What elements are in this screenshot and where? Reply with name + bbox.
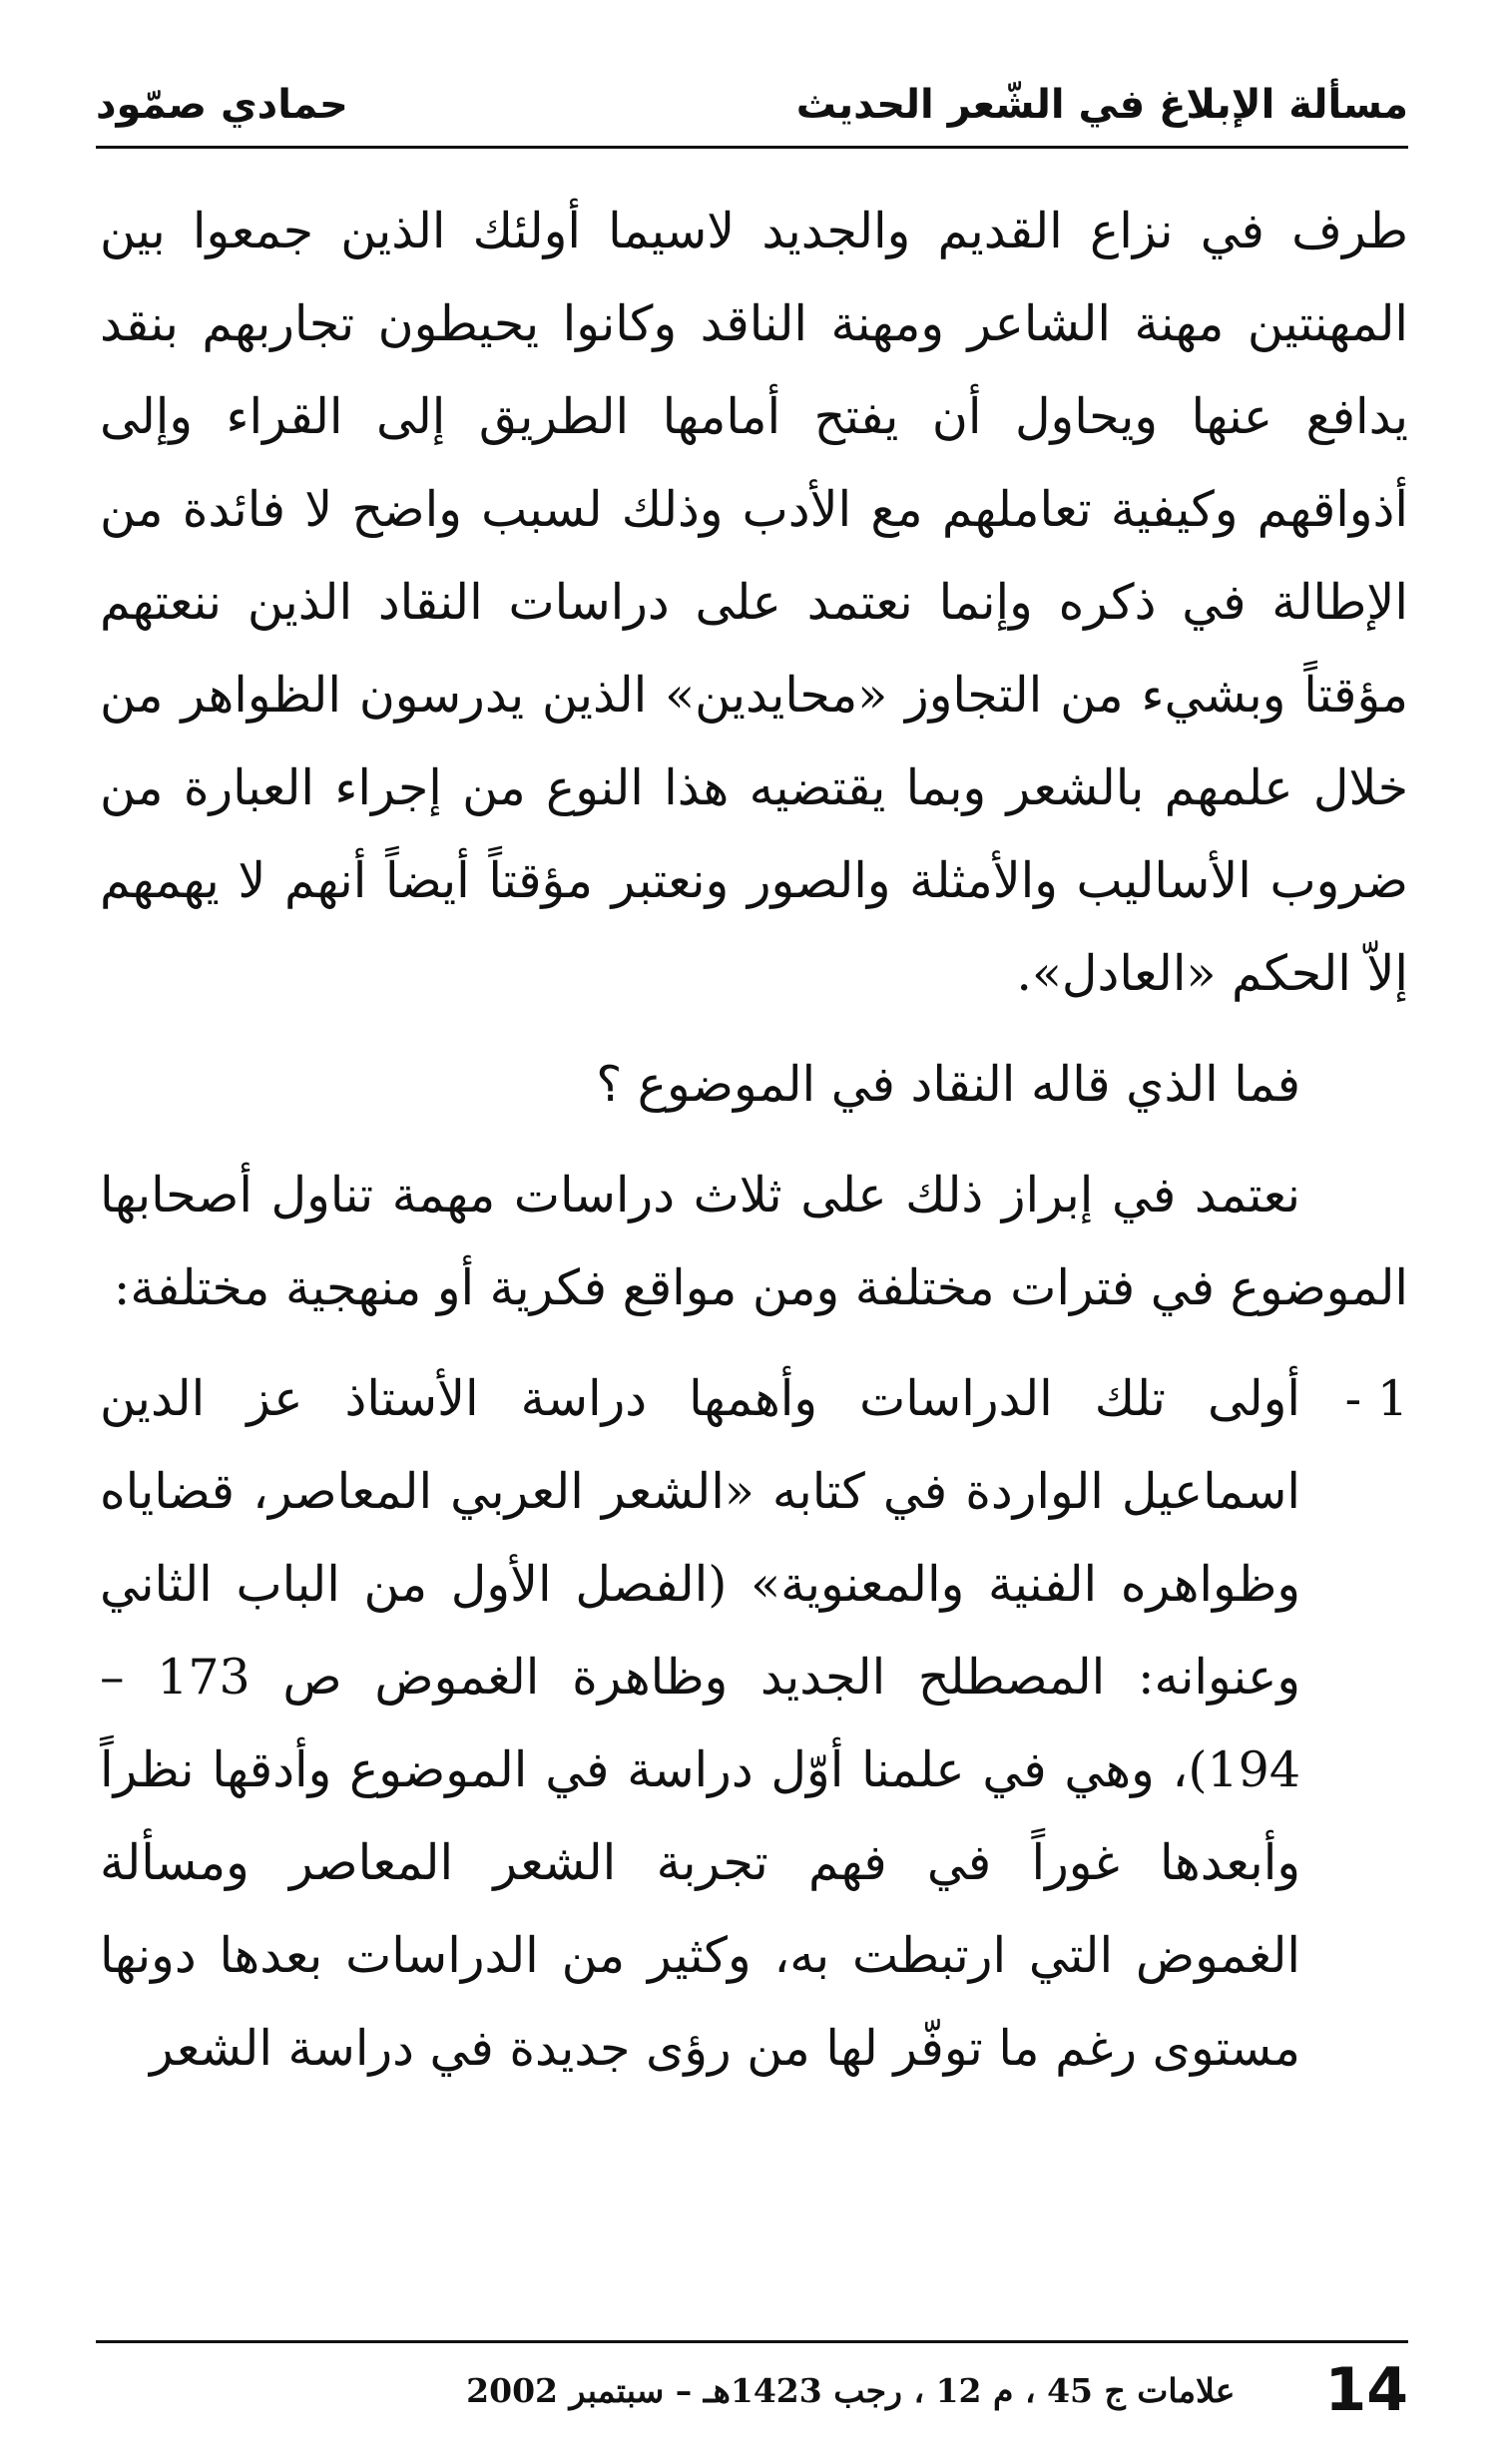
header-divider bbox=[96, 146, 1408, 149]
list-marker-1: 1 - bbox=[1344, 1370, 1408, 1427]
header-title: مسألة الإبلاغ في الشّعر الحديث bbox=[795, 82, 1408, 128]
list-item-1 bbox=[100, 1352, 1408, 2095]
list-item-1-text: أولى تلك الدراسات وأهمها دراسة الأستاذ عز الدين اسماعيل الواردة في كتابه «الشعر العربي المعاصر، قضاياه وظواهره الفنية والمعنوية» (الفصل الأول من الباب الثاني وعنوانه: المصطلح الجديد وظاهرة الغموض ص 173 – 194)، وهي في علمنا أوّل دراسة في الموضوع وأدقها نظراً وأبعدها غوراً في فهم تجربة الشعر المعاصر ومسألة الغموض التي ارتبطت به، وكثير من الدراسات بعدها دونها مستوى رغم ما توفّر لها من رؤى جديدة في دراسة الشعر bbox=[100, 1370, 1301, 2077]
header-author: حمادي صمّود bbox=[96, 82, 348, 128]
page-number: 14 bbox=[1324, 2355, 1408, 2425]
paragraph-2: نعتمد في إبراز ذلك على ثلاث دراسات مهمة تناول أصحابها الموضوع في فترات مختلفة ومن مواقع فكرية أو منهجية مختلفة: bbox=[100, 1167, 1408, 1316]
journal-info: علامات ج 45 ، م 12 ، رجب 1423هـ – سبتمبر 2002 bbox=[466, 2370, 1236, 2410]
running-footer bbox=[110, 2350, 1408, 2430]
question-line: فما الذي قاله النقاد في الموضوع ؟ bbox=[596, 1056, 1300, 1113]
running-header bbox=[96, 60, 1408, 150]
body-text bbox=[100, 185, 1408, 2095]
footer-divider bbox=[96, 2340, 1408, 2343]
paragraph-1: طرف في نزاع القديم والجديد لاسيما أولئك الذين جمعوا بين المهنتين مهنة الشاعر ومهنة الناقد وكانوا يحيطون تجاربهم بنقد يدافع عنها ويحاول أن يفتح أمامها الطريق إلى القراء وإلى أذواقهم وكيفية تعاملهم مع الأدب وذلك لسبب واضح لا فائدة من الإطالة في ذكره وإنما نعتمد على دراسات النقاد الذين ننعتهم مؤقتاً وبشيء من التجاوز «محايدين» الذين يدرسون الظواهر من خلال علمهم بالشعر وبما يقتضيه هذا النوع من إجراء العبارة من ضروب الأساليب والأمثلة والصور ونعتبر مؤقتاً أيضاً أنهم لا يهمهم إلاّ الحكم «العادل». bbox=[100, 203, 1408, 1002]
